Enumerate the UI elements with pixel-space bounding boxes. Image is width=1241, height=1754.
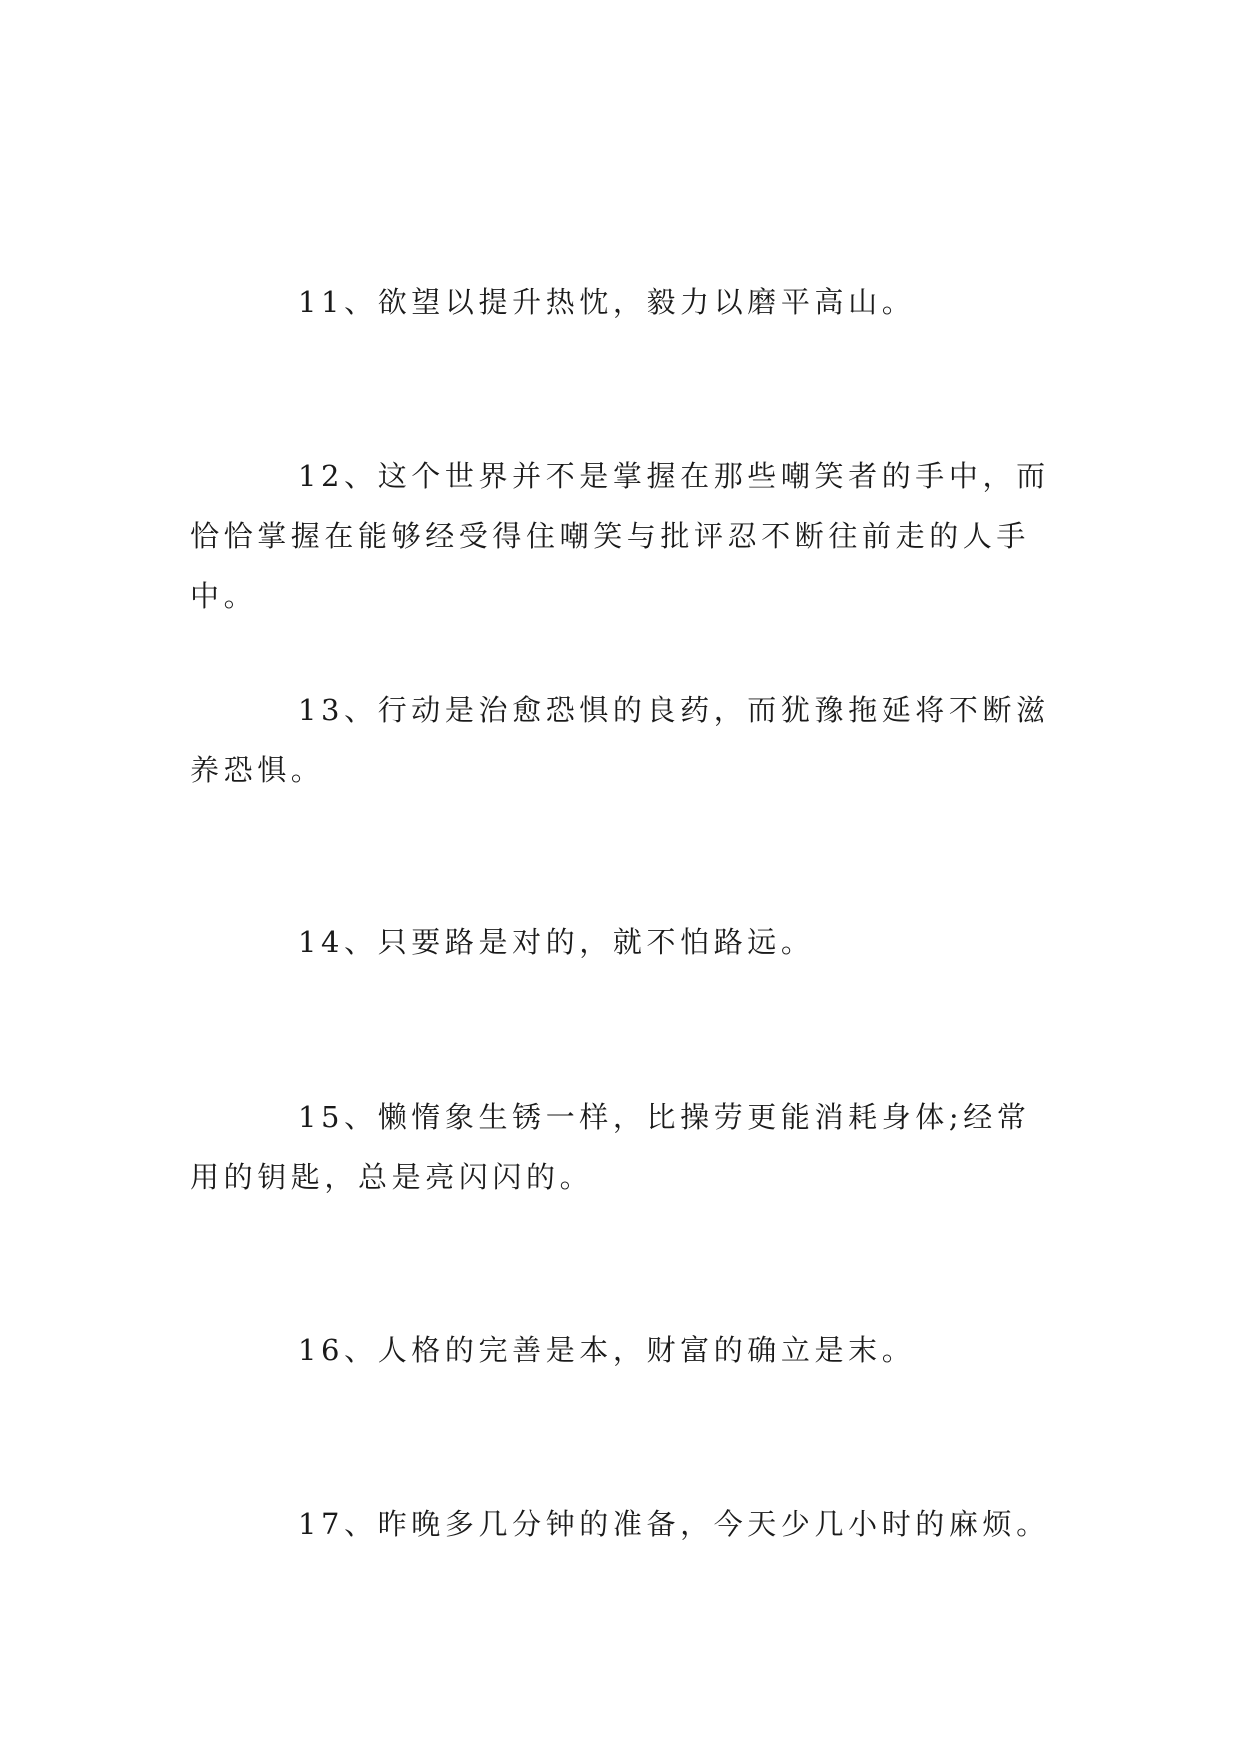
quote-paragraph-16: 16、人格的完善是本，财富的确立是末。	[298, 1333, 916, 1367]
quote-paragraph-17: 17、昨晚多几分钟的准备，今天少几小时的麻烦。	[298, 1507, 1050, 1541]
quote-paragraph-11: 11、欲望以提升热忱，毅力以磨平高山。	[298, 285, 916, 319]
quote-paragraph-12: 12、这个世界并不是掌握在那些嘲笑者的手中，而恰恰掌握在能够经受得住嘲笑与批评忍不断往前走的人手中。	[190, 459, 1050, 613]
quote-paragraph-15: 15、懒惰象生锈一样，比操劳更能消耗身体;经常用的钥匙，总是亮闪闪的。	[190, 1100, 1031, 1194]
quote-paragraph-14: 14、只要路是对的，就不怕路远。	[298, 925, 815, 959]
quote-paragraph-13: 13、行动是治愈恐惧的良药，而犹豫拖延将不断滋养恐惧。	[190, 693, 1050, 787]
